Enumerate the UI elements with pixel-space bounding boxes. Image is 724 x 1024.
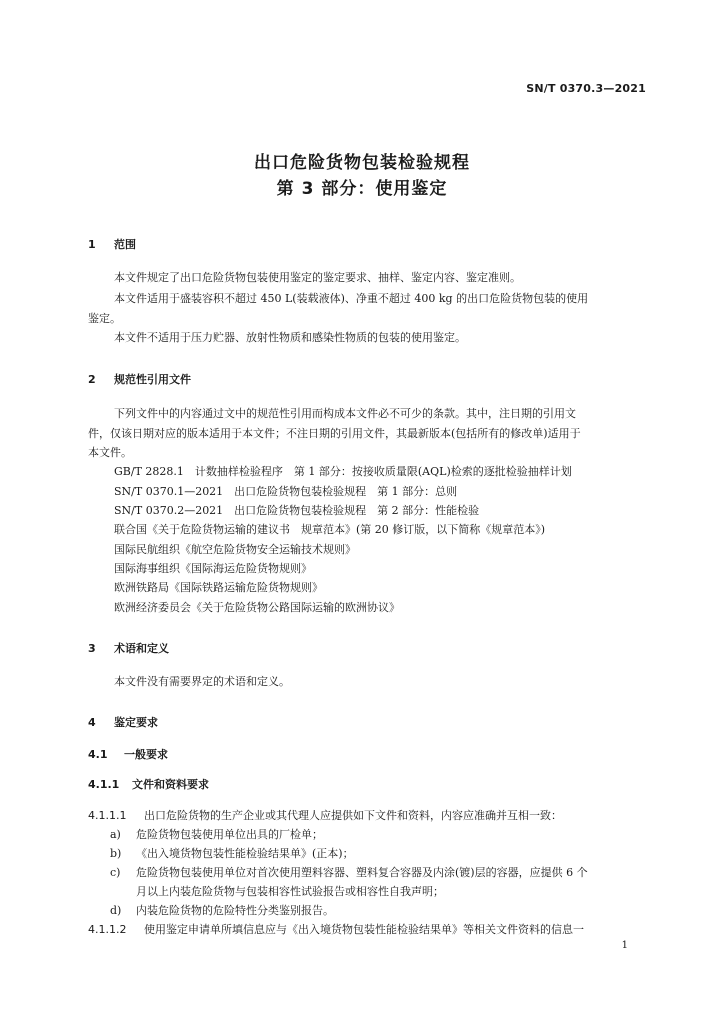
- paragraph-continuation: 件，仅该日期对应的版本适用于本文件；不注日期的引用文件，其最新版本(包括所有的修改单)适用于: [88, 427, 581, 440]
- document-title: 出口危险货物包装检验规程: [254, 153, 470, 173]
- standard-number: SN/T 0370.3—2021: [526, 82, 646, 95]
- reference-item: 欧洲经济委员会《关于危险货物公路国际运输的欧洲协议》: [114, 601, 400, 614]
- clause-4-1-1-2: [88, 920, 584, 940]
- section-3-heading: [88, 640, 169, 656]
- list-item-text: 《出入境货物包装性能检验结果单》(正本)；: [136, 847, 354, 860]
- list-item-text: 危险货物包装使用单位对首次使用塑料容器、塑料复合容器及内涂(镀)层的容器，应提供 6 个: [136, 866, 588, 879]
- reference-item: SN/T 0370.2—2021 出口危险货物包装检验规程 第 2 部分：性能检验: [114, 504, 480, 517]
- subsection-4-1-1-heading: [88, 776, 209, 792]
- section-title: 规范性引用文件: [114, 373, 191, 386]
- list-item: [110, 863, 588, 883]
- reference-item: 国际海事组织《国际海运危险货物规则》: [114, 562, 312, 575]
- subsection-4-1-heading: [88, 746, 168, 762]
- reference-item: 国际民航组织《航空危险货物安全运输技术规则》: [114, 543, 356, 556]
- paragraph-continuation: 本文件。: [88, 446, 132, 459]
- document-subtitle: 第 3 部分：使用鉴定: [276, 179, 448, 199]
- list-item-label: d): [110, 904, 122, 917]
- list-item: [110, 825, 323, 845]
- section-number: 4.1: [88, 748, 108, 761]
- list-item-label: c): [110, 866, 121, 879]
- section-title: 术语和定义: [114, 642, 169, 655]
- section-1-heading: [88, 236, 136, 252]
- section-number: 4.1.1: [88, 778, 120, 791]
- section-number: 3: [88, 642, 96, 655]
- list-item: [110, 844, 354, 864]
- section-number: 2: [88, 373, 96, 386]
- section-2-heading: [88, 371, 191, 387]
- reference-item: 联合国《关于危险货物运输的建议书 规章范本》(第 20 修订版，以下简称《规章范本》): [114, 523, 546, 536]
- section-number: 1: [88, 238, 96, 251]
- list-item-label: a): [110, 828, 121, 841]
- list-item-continuation: 月以上内装危险货物与包装相容性试验报告或相容性自我声明；: [136, 885, 444, 898]
- reference-item: SN/T 0370.1—2021 出口危险货物包装检验规程 第 1 部分：总则: [114, 485, 458, 498]
- section-title: 鉴定要求: [114, 716, 158, 729]
- list-item-label: b): [110, 847, 122, 860]
- section-title: 范围: [114, 238, 136, 251]
- clause-4-1-1-1: [88, 806, 562, 826]
- clause-text: 使用鉴定申请单所填信息应与《出入境货物包装性能检验结果单》等相关文件资料的信息一: [144, 923, 584, 936]
- section-title: 文件和资料要求: [132, 778, 209, 791]
- clause-number: 4.1.1.2: [88, 923, 127, 936]
- reference-item: GB/T 2828.1 计数抽样检验程序 第 1 部分：按接收质量限(AQL)检索的逐批检验抽样计划: [114, 465, 572, 478]
- clause-number: 4.1.1.1: [88, 809, 127, 822]
- paragraph: 本文件适用于盛装容积不超过 450 L(装载液体)、净重不超过 400 kg 的出口危险货物包装的使用: [114, 292, 589, 305]
- paragraph: 本文件不适用于压力贮器、放射性物质和感染性物质的包装的使用鉴定。: [114, 331, 466, 344]
- list-item-text: 内装危险货物的危险特性分类鉴别报告。: [136, 904, 334, 917]
- page-number: 1: [621, 940, 628, 951]
- paragraph: 本文件规定了出口危险货物包装使用鉴定的鉴定要求、抽样、鉴定内容、鉴定准则。: [114, 271, 521, 284]
- list-item-text: 危险货物包装使用单位出具的厂检单；: [136, 828, 323, 841]
- paragraph-continuation: 鉴定。: [88, 312, 121, 325]
- list-item: [110, 901, 334, 921]
- paragraph: 本文件没有需要界定的术语和定义。: [114, 675, 290, 688]
- section-title: 一般要求: [124, 748, 168, 761]
- reference-item: 欧洲铁路局《国际铁路运输危险货物规则》: [114, 581, 323, 594]
- clause-text: 出口危险货物的生产企业或其代理人应提供如下文件和资料，内容应准确并互相一致：: [144, 809, 562, 822]
- section-4-heading: [88, 714, 158, 730]
- paragraph: 下列文件中的内容通过文中的规范性引用而构成本文件必不可少的条款。其中，注日期的引用文: [114, 407, 576, 420]
- section-number: 4: [88, 716, 96, 729]
